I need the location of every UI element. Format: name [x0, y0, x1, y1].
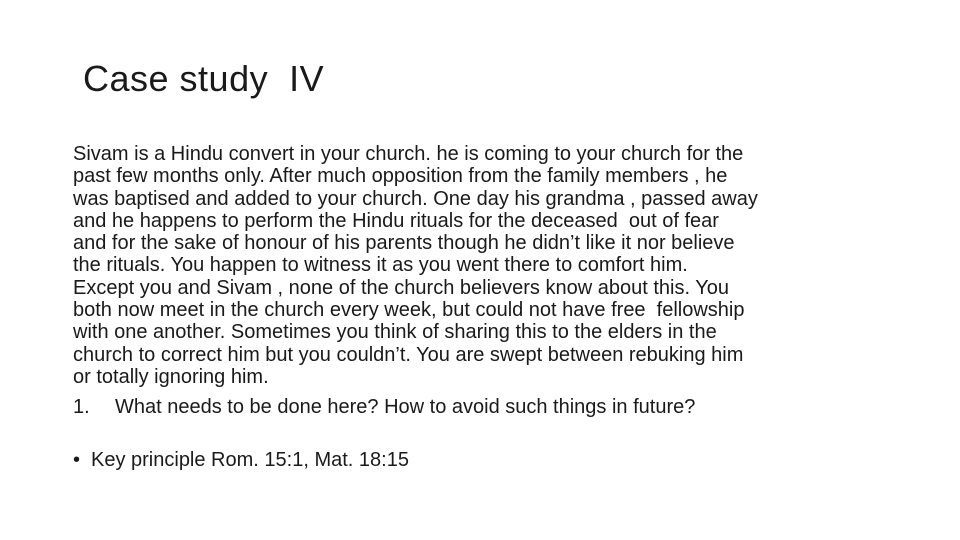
paragraph-line: or totally ignoring him. [73, 365, 269, 388]
key-principle-text: Key principle Rom. 15:1, Mat. 18:15 [91, 449, 409, 472]
paragraph-line: Except you and Sivam , none of the church believers know about this. You [73, 276, 729, 299]
paragraph-line: Sivam is a Hindu convert in your church. he is coming to your church for the [73, 143, 744, 165]
paragraph-line: and for the sake of honour of his parents though he didn’t like it nor believe [73, 232, 735, 255]
question-text: What needs to be done here? How to avoid such things in future? [115, 396, 696, 419]
case-paragraph [73, 143, 903, 388]
paragraph-line: church to correct him but you couldn’t. You are swept between rebuking him [73, 343, 744, 366]
paragraph-line: both now meet in the church every week, but could not have free fellowship [73, 299, 745, 322]
paragraph-line: and he happens to perform the Hindu rituals for the deceased out of fear [73, 209, 719, 232]
slide-body [73, 143, 903, 472]
question-number: 1. [73, 396, 90, 419]
question-item [73, 396, 903, 418]
slide-title: Case study IV [83, 58, 325, 99]
paragraph-line: the rituals. You happen to witness it as you went there to comfort him. [73, 254, 688, 277]
paragraph-line: with one another. Sometimes you think of sharing this to the elders in the [73, 321, 717, 344]
paragraph-line: past few months only. After much opposition from the family members , he [73, 165, 728, 188]
key-principle-bullet [73, 448, 903, 472]
bullet-marker: • [73, 449, 81, 472]
paragraph-line: was baptised and added to your church. One day his grandma , passed away [73, 187, 758, 210]
